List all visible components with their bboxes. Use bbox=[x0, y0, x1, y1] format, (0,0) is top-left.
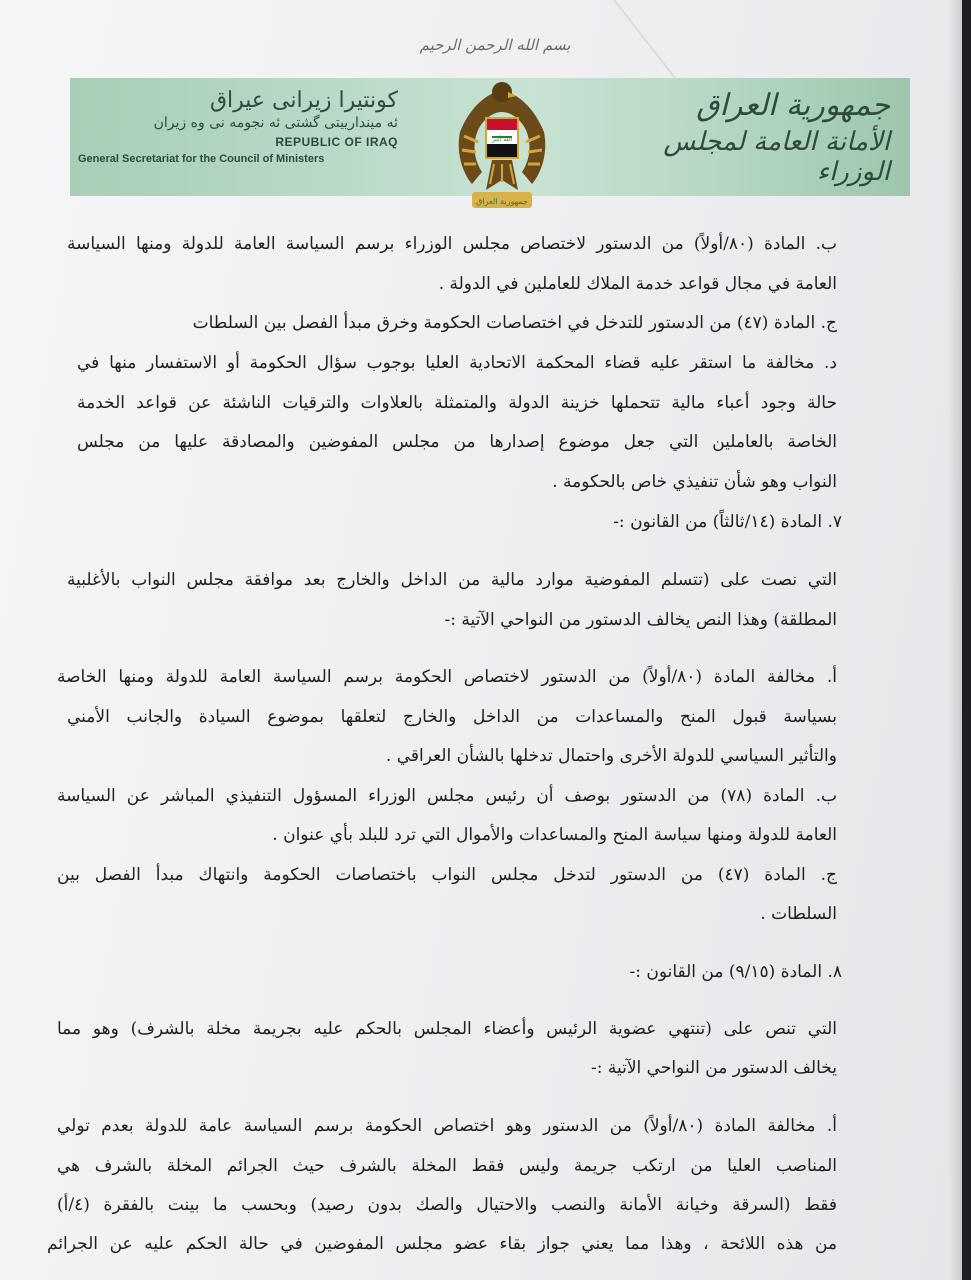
body-line: السلطات . bbox=[760, 904, 837, 924]
body-line: حالة وجود أعباء مالية تتحملها خزينة الدولة والمتمثلة بالعلاوات والترقيات الناشئة عن قواعد الخدمة bbox=[77, 393, 837, 413]
body-line: ج. المادة (٤٧) من الدستور للتدخل في اختصاصات الحكومة وخرق مبدأ الفصل بين السلطات bbox=[192, 313, 837, 333]
letterhead-kurdish-title: كونتيرا زيرانى عيراق bbox=[209, 88, 398, 113]
letterhead-kurdish-subtitle: ئه ميندارييتى گشتى ئه نجومه نى وه زيران bbox=[153, 115, 398, 131]
letterhead-secretariat: الأمانة العامة لمجلس الوزراء bbox=[663, 127, 890, 187]
body-line: والتأثير السياسي للدولة الأخرى واحتمال تدخلها بالشأن العراقي . bbox=[385, 746, 837, 766]
section-heading: ٨. المادة (٩/١٥) من القانون :- bbox=[629, 962, 842, 982]
emblem-scroll-text: جمهورية العراق bbox=[476, 197, 528, 206]
body-line: من هذه اللائحة ، وهذا مما يعني جواز بقاء عضو مجلس المفوضين في حالة الحكم عليه عن الجرائم bbox=[47, 1234, 837, 1254]
body-line: أ. مخالفة المادة (٨٠/أولاً) من الدستور لاختصاص الحكومة برسم السياسة العامة للدولة ومنها الخاصة bbox=[57, 667, 837, 687]
body-line: التي نصت على (تتسلم المفوضية موارد مالية من الداخل والخارج بعد موافقة مجلس النواب بالأغلبية bbox=[67, 570, 837, 590]
body-line: أ. مخالفة المادة (٨٠/أولاً) من الدستور وهو اختصاص الحكومة برسم السياسة عامة للدولة بعدم تولي bbox=[57, 1116, 838, 1136]
body-line: التي تنص على (تنتهي عضوية الرئيس وأعضاء المجلس بالحكم عليه بجريمة مخلة بالشرف) وهو مما bbox=[57, 1019, 837, 1039]
body-line: المناصب العليا من ارتكب جريمة وليس فقط المخلة بالشرف حيث الجرائم المخلة بالشرف هي bbox=[57, 1156, 837, 1176]
body-line: بسياسة قبول المنح والمساعدات من الداخل والخارج لتعلقها بموضوع السيادة والجانب الأمني bbox=[67, 707, 837, 727]
letterhead-english-secretariat: General Secretariat for the Council of Ministers bbox=[78, 153, 325, 165]
body-line: المطلقة) وهذا النص يخالف الدستور من النواحي الآتية :- bbox=[444, 610, 837, 630]
body-line: ب. المادة (٨٠/أولاً) من الدستور لاختصاص مجلس الوزراء برسم السياسة العامة للدولة ومنها السياسة bbox=[67, 234, 837, 254]
letterhead-english-country: REPUBLIC OF IRAQ bbox=[275, 135, 398, 149]
flag-caption-text: الله أكبر bbox=[491, 136, 513, 143]
body-line: الخاصة بالعاملين التي جعل موضوع إصدارها من مجلس المفوضين والمصادقة عليها من مجلس bbox=[77, 432, 837, 452]
section-heading: ٧. المادة (١٤/ثالثاً) من القانون :- bbox=[613, 512, 842, 532]
body-line: العامة في مجال قواعد خدمة الملاك للعاملين في الدولة . bbox=[438, 274, 837, 294]
body-line: د. مخالفة ما استقر عليه قضاء المحكمة الاتحادية العليا بوجوب سؤال الحكومة أو الاستفسار منها في bbox=[77, 353, 837, 373]
page-edge-shadow bbox=[948, 0, 962, 1280]
body-line: يخالف الدستور من النواحي الآتية :- bbox=[590, 1058, 837, 1078]
body-line: ج. المادة (٤٧) من الدستور لتدخل مجلس النواب باختصاصات الحكومة وانتهاك مبدأ الفصل بين bbox=[57, 865, 837, 885]
body-line: العامة للدولة ومنها سياسة المنح والمساعدات والأموال التي ترد للبلد بأي عنوان . bbox=[272, 825, 837, 845]
body-line: النواب وهو شأن تنفيذي خاص بالحكومة . bbox=[552, 472, 837, 492]
basmala: بسم الله الرحمن الرحيم bbox=[419, 36, 571, 54]
body-line: ب. المادة (٧٨) من الدستور بوصف أن رئيس مجلس الوزراء المسؤول التنفيذي المباشر عن السياسة bbox=[57, 786, 837, 806]
letterhead-republic: جمهورية العراق bbox=[696, 88, 890, 123]
body-line: فقط (السرقة وخيانة الأمانة والنصب والاحتيال والصك بدون رصيد) وبحسب ما بينت بالفقرة (٤/أ) bbox=[57, 1195, 837, 1215]
